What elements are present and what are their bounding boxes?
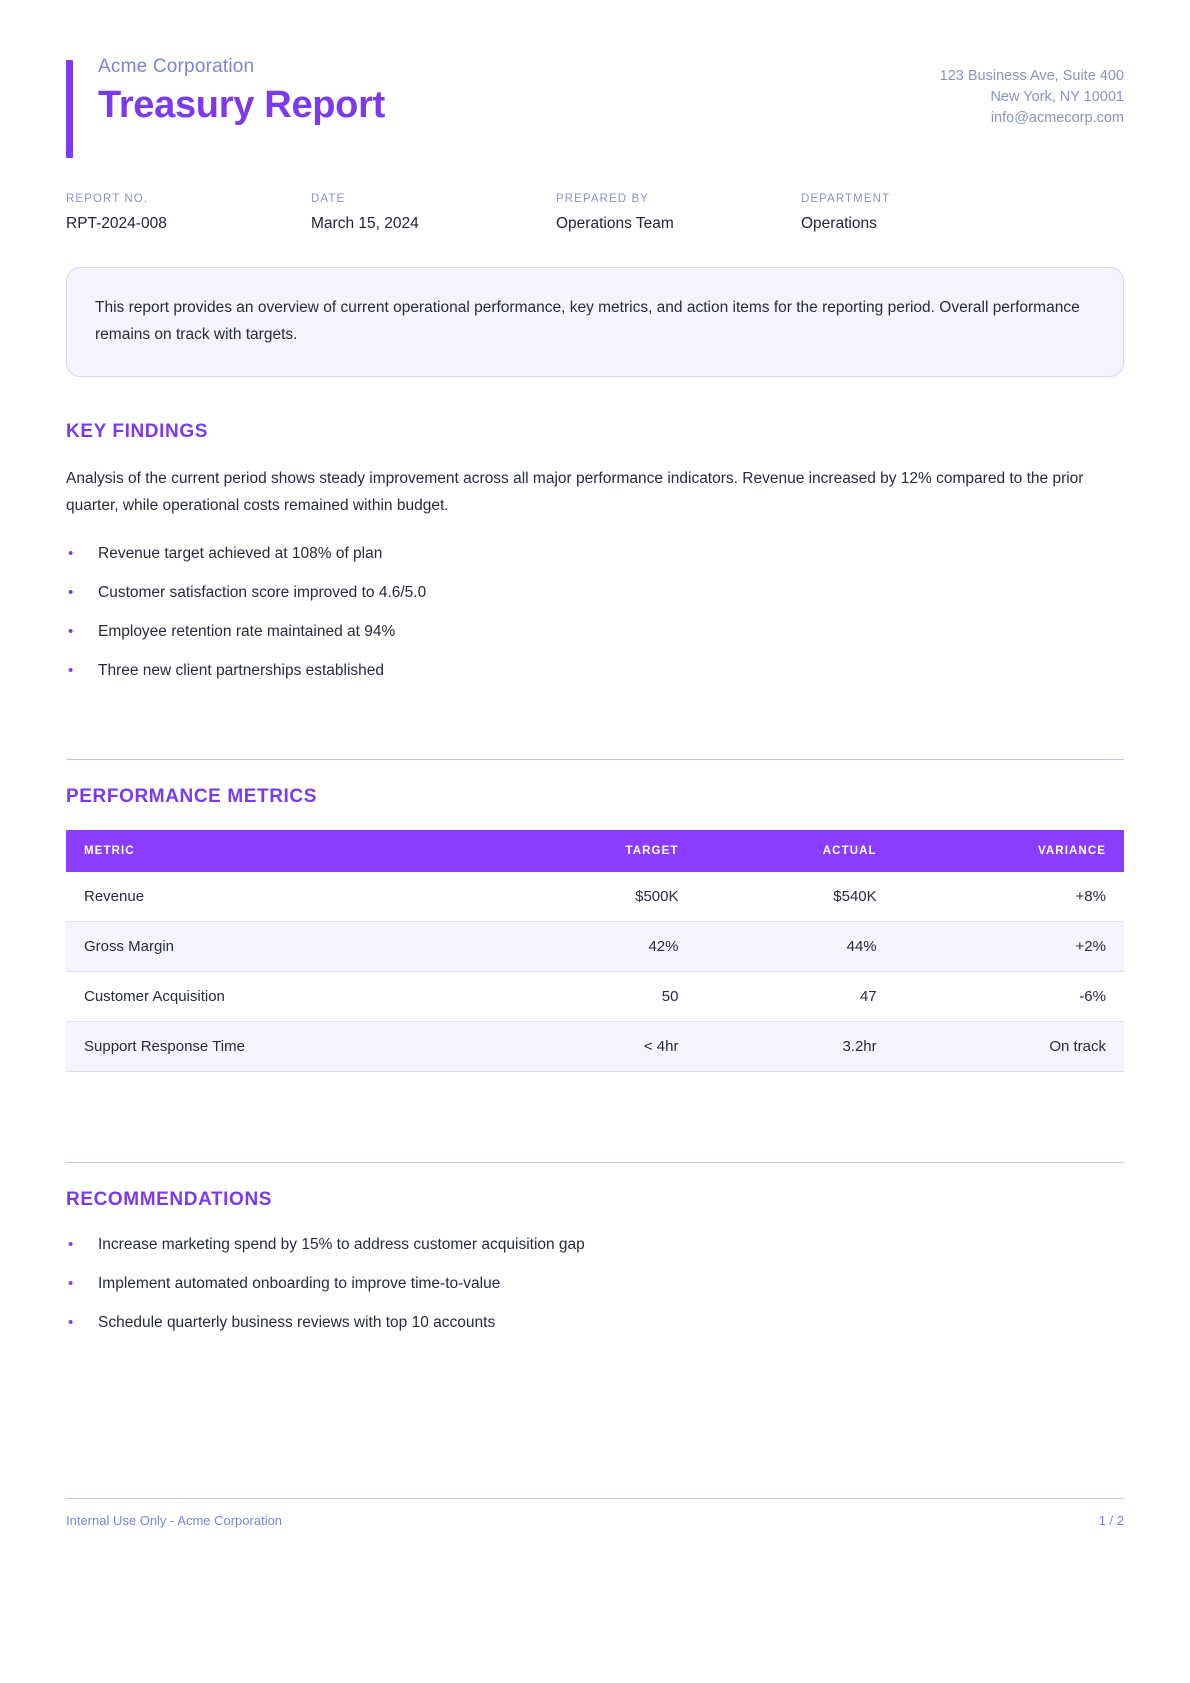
list-item bbox=[66, 1272, 1124, 1296]
header-left bbox=[66, 56, 385, 127]
list-item-label: Employee retention rate maintained at 94% bbox=[98, 622, 396, 640]
cell-target: $500K bbox=[500, 872, 696, 922]
cell-variance: +2% bbox=[895, 921, 1124, 971]
meta-label: DATE bbox=[311, 193, 346, 206]
footer-left-text: Internal Use Only - Acme Corporation bbox=[66, 1513, 283, 1528]
meta-date bbox=[311, 193, 556, 233]
footer-page-number: 1 / 2 bbox=[1098, 1513, 1124, 1528]
address-line-2: New York, NY 10001 bbox=[990, 89, 1124, 106]
recommendations-list bbox=[66, 1233, 1124, 1335]
list-item-label: Increase marketing spend by 15% to address customer acquisition gap bbox=[98, 1235, 585, 1253]
key-findings-list bbox=[66, 542, 1124, 683]
list-item-label: Three new client partnerships established bbox=[98, 661, 385, 679]
column-header-target: TARGET bbox=[500, 830, 696, 872]
column-header-variance: VARIANCE bbox=[895, 830, 1124, 872]
section-title-recommendations: RECOMMENDATIONS bbox=[66, 1188, 273, 1210]
summary-text: This report provides an overview of current operational performance, key metrics, and action items for the reporting period. Overall performance remains on track with targets. bbox=[95, 299, 1080, 344]
performance-metrics-table bbox=[66, 830, 1124, 1072]
section-recommendations bbox=[66, 1162, 1124, 1335]
meta-value: March 15, 2024 bbox=[311, 215, 419, 233]
bullet-icon: • bbox=[68, 544, 74, 562]
list-item bbox=[66, 1311, 1124, 1335]
cell-metric: Gross Margin bbox=[66, 921, 500, 971]
meta-department bbox=[801, 193, 1046, 233]
list-item bbox=[66, 581, 1124, 605]
meta-label: DEPARTMENT bbox=[801, 193, 891, 206]
meta-value: RPT-2024-008 bbox=[66, 215, 167, 233]
list-item bbox=[66, 659, 1124, 683]
cell-actual: 47 bbox=[696, 971, 894, 1021]
section-title-key-findings: KEY FINDINGS bbox=[66, 421, 208, 443]
cell-variance: -6% bbox=[895, 971, 1124, 1021]
list-item-label: Implement automated onboarding to improve time-to-value bbox=[98, 1274, 501, 1292]
cell-actual: 44% bbox=[696, 921, 894, 971]
cell-actual: 3.2hr bbox=[696, 1021, 894, 1071]
section-divider bbox=[66, 759, 1124, 760]
list-item bbox=[66, 542, 1124, 566]
bullet-icon: • bbox=[68, 1313, 74, 1331]
cell-variance: +8% bbox=[895, 872, 1124, 922]
column-header-metric: METRIC bbox=[66, 830, 500, 872]
meta-value: Operations bbox=[801, 215, 877, 233]
bullet-icon: • bbox=[68, 661, 74, 679]
bullet-icon: • bbox=[68, 1274, 74, 1292]
cell-metric: Customer Acquisition bbox=[66, 971, 500, 1021]
cell-target: < 4hr bbox=[500, 1021, 696, 1071]
contact-email: info@acmecorp.com bbox=[990, 110, 1124, 127]
cell-actual: $540K bbox=[696, 872, 894, 922]
meta-value: Operations Team bbox=[556, 215, 674, 233]
section-key-findings bbox=[66, 421, 1124, 682]
page-title: Treasury Report bbox=[98, 84, 385, 126]
section-divider bbox=[66, 1162, 1124, 1163]
table-row bbox=[66, 971, 1124, 1021]
bullet-icon: • bbox=[68, 622, 74, 640]
list-item-label: Schedule quarterly business reviews with top 10 accounts bbox=[98, 1313, 496, 1331]
meta-label: PREPARED BY bbox=[556, 193, 650, 206]
cell-target: 42% bbox=[500, 921, 696, 971]
table-body bbox=[66, 872, 1124, 1072]
section-title-performance-metrics: PERFORMANCE METRICS bbox=[66, 785, 318, 807]
table-header-row bbox=[66, 830, 1124, 872]
list-item bbox=[66, 1233, 1124, 1257]
contact-block bbox=[940, 56, 1124, 129]
company-name: Acme Corporation bbox=[98, 56, 255, 77]
list-item-label: Customer satisfaction score improved to 4.6/5.0 bbox=[98, 583, 427, 601]
summary-callout bbox=[66, 267, 1124, 377]
key-findings-paragraph: Analysis of the current period shows steady improvement across all major performance indicators. Revenue increased by 12% compared to the prior quarter, while operational costs remained within budget. bbox=[66, 470, 1084, 515]
bullet-icon: • bbox=[68, 583, 74, 601]
cell-target: 50 bbox=[500, 971, 696, 1021]
table-head bbox=[66, 830, 1124, 872]
list-item bbox=[66, 620, 1124, 644]
meta-label: REPORT NO. bbox=[66, 193, 149, 206]
bullet-icon: • bbox=[68, 1235, 74, 1253]
document-header bbox=[66, 56, 1124, 129]
table-row bbox=[66, 1021, 1124, 1071]
address-line-1: 123 Business Ave, Suite 400 bbox=[939, 68, 1124, 84]
section-performance-metrics bbox=[66, 759, 1124, 1072]
accent-bar bbox=[66, 60, 73, 158]
meta-prepared-by bbox=[556, 193, 801, 233]
document-footer bbox=[66, 1498, 1124, 1528]
list-item-label: Revenue target achieved at 108% of plan bbox=[98, 544, 383, 562]
table-row bbox=[66, 872, 1124, 922]
table-row bbox=[66, 921, 1124, 971]
cell-metric: Revenue bbox=[66, 872, 500, 922]
cell-metric: Support Response Time bbox=[66, 1021, 500, 1071]
document-meta bbox=[66, 193, 1124, 233]
column-header-actual: ACTUAL bbox=[696, 830, 894, 872]
meta-report-no bbox=[66, 193, 311, 233]
cell-variance: On track bbox=[895, 1021, 1124, 1071]
